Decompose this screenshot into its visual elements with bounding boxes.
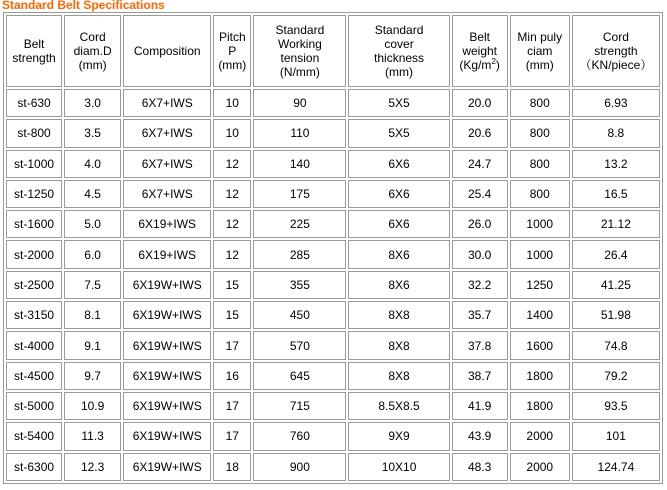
cell-pitch: 12 xyxy=(213,150,251,178)
cell-belt-strength: st-1250 xyxy=(6,180,62,208)
cell-cord-diameter: 4.5 xyxy=(64,180,121,208)
cell-pitch: 10 xyxy=(213,119,251,147)
header-text: Cord xyxy=(602,30,629,44)
header-text: cover xyxy=(384,37,414,51)
header-text: ciam xyxy=(527,44,553,58)
cell-working-tension: 900 xyxy=(253,453,346,481)
header-pitch xyxy=(213,15,251,87)
cell-cord-diameter: 8.1 xyxy=(64,301,121,329)
header-text: Cord xyxy=(79,30,106,44)
cell-cord-diameter: 9.7 xyxy=(64,362,121,390)
cell-cord-diameter: 4.0 xyxy=(64,150,121,178)
cell-min-pulley-diameter: 1000 xyxy=(510,210,570,238)
cell-belt-strength: st-2500 xyxy=(6,271,62,299)
header-text: Standard xyxy=(275,23,325,37)
cell-min-pulley-diameter: 1000 xyxy=(510,240,570,268)
cell-belt-strength: st-5000 xyxy=(6,392,62,420)
cell-belt-weight: 20.6 xyxy=(452,119,508,147)
cell-cord-diameter: 9.1 xyxy=(64,331,121,359)
header-text: （KN/piece） xyxy=(579,58,653,72)
cell-pitch: 16 xyxy=(213,362,251,390)
cell-belt-weight: 43.9 xyxy=(452,422,508,450)
cell-belt-weight: 30.0 xyxy=(452,240,508,268)
cell-pitch: 10 xyxy=(213,89,251,117)
header-text: Min puly xyxy=(517,30,563,44)
cell-belt-weight: 25.4 xyxy=(452,180,508,208)
cell-cord-strength: 13.2 xyxy=(572,150,660,178)
cell-cord-diameter: 11.3 xyxy=(64,422,121,450)
cell-pitch: 18 xyxy=(213,453,251,481)
unit-base: (Kg/m xyxy=(459,58,492,72)
cell-cord-diameter: 12.3 xyxy=(64,453,121,481)
table-row xyxy=(6,392,660,420)
table-row xyxy=(6,150,660,178)
cell-working-tension: 90 xyxy=(253,89,346,117)
cell-cord-strength: 6.93 xyxy=(572,89,660,117)
cell-cord-strength: 74.8 xyxy=(572,331,660,359)
table-row xyxy=(6,180,660,208)
header-text: Standard xyxy=(374,23,424,37)
belt-spec-table xyxy=(4,13,662,483)
table-row xyxy=(6,240,660,268)
header-min-pulley-diameter xyxy=(510,15,570,87)
cell-composition: 6X19W+IWS xyxy=(123,271,211,299)
header-text: diam.D xyxy=(73,44,112,58)
table-header-row xyxy=(6,15,660,87)
cell-working-tension: 355 xyxy=(253,271,346,299)
header-belt-strength xyxy=(6,15,62,87)
cell-cord-diameter: 5.0 xyxy=(64,210,121,238)
cell-belt-strength: st-4000 xyxy=(6,331,62,359)
cell-belt-weight: 48.3 xyxy=(452,453,508,481)
header-belt-weight xyxy=(452,15,508,87)
cell-pitch: 12 xyxy=(213,210,251,238)
header-text: strength xyxy=(12,51,56,65)
header-text: Pitch xyxy=(218,30,246,44)
table-row xyxy=(6,453,660,481)
cell-working-tension: 110 xyxy=(253,119,346,147)
table-row xyxy=(6,210,660,238)
cell-belt-weight: 32.2 xyxy=(452,271,508,299)
cell-min-pulley-diameter: 1600 xyxy=(510,331,570,359)
cell-belt-strength: st-800 xyxy=(6,119,62,147)
cell-composition: 6X7+IWS xyxy=(123,150,211,178)
cell-min-pulley-diameter: 2000 xyxy=(510,453,570,481)
header-text: Working xyxy=(278,37,322,51)
cell-composition: 6X19W+IWS xyxy=(123,392,211,420)
header-text: (N/mm) xyxy=(279,65,320,79)
header-text: (mm) xyxy=(78,58,107,72)
table-row xyxy=(6,331,660,359)
header-text: (mm) xyxy=(218,58,247,72)
cell-belt-weight: 41.9 xyxy=(452,392,508,420)
cell-cord-diameter: 10.9 xyxy=(64,392,121,420)
cell-pitch: 17 xyxy=(213,331,251,359)
cell-min-pulley-diameter: 800 xyxy=(510,180,570,208)
cell-cord-strength: 93.5 xyxy=(572,392,660,420)
cell-working-tension: 645 xyxy=(253,362,346,390)
cell-pitch: 17 xyxy=(213,422,251,450)
cell-composition: 6X19W+IWS xyxy=(123,453,211,481)
cell-belt-strength: st-4500 xyxy=(6,362,62,390)
header-text: (mm) xyxy=(385,65,414,79)
cell-min-pulley-diameter: 800 xyxy=(510,150,570,178)
cell-belt-strength: st-1600 xyxy=(6,210,62,238)
cell-working-tension: 450 xyxy=(253,301,346,329)
table-row xyxy=(6,301,660,329)
table-row xyxy=(6,89,660,117)
belt-spec-table-frame xyxy=(3,12,663,484)
header-unit xyxy=(459,58,499,72)
cell-cord-strength: 21.12 xyxy=(572,210,660,238)
cell-cord-diameter: 6.0 xyxy=(64,240,121,268)
cell-belt-strength: st-630 xyxy=(6,89,62,117)
cell-min-pulley-diameter: 1250 xyxy=(510,271,570,299)
cell-working-tension: 285 xyxy=(253,240,346,268)
cell-cover-thickness: 6X6 xyxy=(348,150,449,178)
cell-cover-thickness: 8X8 xyxy=(348,331,449,359)
cell-cover-thickness: 10X10 xyxy=(348,453,449,481)
cell-cord-strength: 26.4 xyxy=(572,240,660,268)
cell-composition: 6X7+IWS xyxy=(123,89,211,117)
cell-cord-strength: 16.5 xyxy=(572,180,660,208)
header-text: Composition xyxy=(133,44,201,58)
header-working-tension xyxy=(253,15,346,87)
cell-belt-weight: 35.7 xyxy=(452,301,508,329)
cell-working-tension: 140 xyxy=(253,150,346,178)
table-body xyxy=(6,89,660,481)
cell-composition: 6X19W+IWS xyxy=(123,422,211,450)
cell-working-tension: 715 xyxy=(253,392,346,420)
cell-pitch: 15 xyxy=(213,271,251,299)
cell-belt-weight: 26.0 xyxy=(452,210,508,238)
cell-min-pulley-diameter: 1800 xyxy=(510,392,570,420)
cell-belt-weight: 38.7 xyxy=(452,362,508,390)
cell-cover-thickness: 8X8 xyxy=(348,362,449,390)
header-cord-diameter xyxy=(64,15,121,87)
cell-cover-thickness: 8.5X8.5 xyxy=(348,392,449,420)
header-text: weight xyxy=(462,44,497,58)
cell-belt-strength: st-1000 xyxy=(6,150,62,178)
unit-close: ) xyxy=(495,58,500,72)
cell-belt-weight: 37.8 xyxy=(452,331,508,359)
header-text: tension xyxy=(280,51,320,65)
cell-composition: 6X19W+IWS xyxy=(123,362,211,390)
cell-min-pulley-diameter: 2000 xyxy=(510,422,570,450)
cell-min-pulley-diameter: 800 xyxy=(510,119,570,147)
cell-working-tension: 175 xyxy=(253,180,346,208)
cell-composition: 6X7+IWS xyxy=(123,180,211,208)
cell-pitch: 15 xyxy=(213,301,251,329)
header-text: thickness xyxy=(374,51,425,65)
cell-cord-strength: 124.74 xyxy=(572,453,660,481)
cell-working-tension: 760 xyxy=(253,422,346,450)
cell-belt-weight: 20.0 xyxy=(452,89,508,117)
cell-composition: 6X19W+IWS xyxy=(123,331,211,359)
header-text: P xyxy=(228,44,237,58)
cell-cover-thickness: 6X6 xyxy=(348,180,449,208)
cell-pitch: 17 xyxy=(213,392,251,420)
cell-cord-strength: 41.25 xyxy=(572,271,660,299)
header-cover-thickness xyxy=(348,15,449,87)
cell-cord-strength: 79.2 xyxy=(572,362,660,390)
cell-min-pulley-diameter: 800 xyxy=(510,89,570,117)
cell-composition: 6X7+IWS xyxy=(123,119,211,147)
header-cord-strength xyxy=(572,15,660,87)
cell-belt-strength: st-2000 xyxy=(6,240,62,268)
cell-cord-strength: 8.8 xyxy=(572,119,660,147)
cell-cord-diameter: 7.5 xyxy=(64,271,121,299)
cell-working-tension: 225 xyxy=(253,210,346,238)
cell-pitch: 12 xyxy=(213,240,251,268)
cell-working-tension: 570 xyxy=(253,331,346,359)
cell-min-pulley-diameter: 1800 xyxy=(510,362,570,390)
table-row xyxy=(6,271,660,299)
cell-composition: 6X19W+IWS xyxy=(123,301,211,329)
cell-cord-strength: 101 xyxy=(572,422,660,450)
cell-belt-strength: st-3150 xyxy=(6,301,62,329)
cell-belt-weight: 24.7 xyxy=(452,150,508,178)
cell-cover-thickness: 5X5 xyxy=(348,119,449,147)
cell-pitch: 12 xyxy=(213,180,251,208)
cell-cover-thickness: 5X5 xyxy=(348,89,449,117)
cell-composition: 6X19+IWS xyxy=(123,210,211,238)
cell-cover-thickness: 8X6 xyxy=(348,271,449,299)
header-text: (mm) xyxy=(525,58,554,72)
cell-cover-thickness: 8X6 xyxy=(348,240,449,268)
cell-min-pulley-diameter: 1400 xyxy=(510,301,570,329)
cell-cord-diameter: 3.5 xyxy=(64,119,121,147)
page-title: Standard Belt Specifications xyxy=(2,0,165,12)
cell-cover-thickness: 9X9 xyxy=(348,422,449,450)
header-text: strength xyxy=(594,44,638,58)
cell-cord-diameter: 3.0 xyxy=(64,89,121,117)
header-composition xyxy=(123,15,211,87)
cell-cover-thickness: 8X8 xyxy=(348,301,449,329)
cell-belt-strength: st-6300 xyxy=(6,453,62,481)
unit-superscript: 2 xyxy=(491,57,496,66)
header-text: Belt xyxy=(23,37,45,51)
cell-composition: 6X19+IWS xyxy=(123,240,211,268)
table-row xyxy=(6,119,660,147)
table-row xyxy=(6,362,660,390)
table-row xyxy=(6,422,660,450)
cell-belt-strength: st-5400 xyxy=(6,422,62,450)
cell-cover-thickness: 6X6 xyxy=(348,210,449,238)
header-text: Belt xyxy=(469,30,490,44)
cell-cord-strength: 51.98 xyxy=(572,301,660,329)
